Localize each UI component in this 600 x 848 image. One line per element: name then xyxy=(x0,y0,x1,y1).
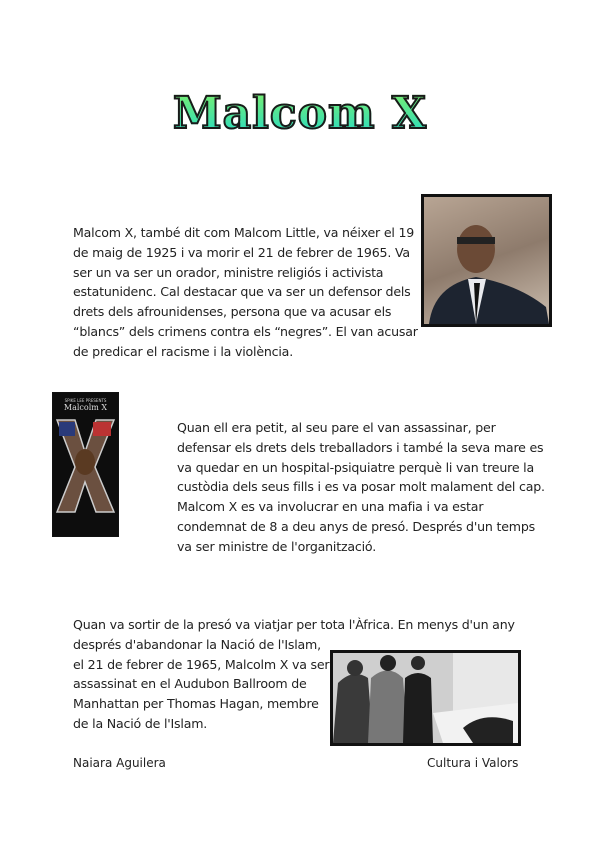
text-line: de la Nació de l'Islam. xyxy=(73,715,208,731)
text-line: Quan va sortir de la presó va viatjar per tota l'Àfrica. En menys d'un any xyxy=(73,617,515,632)
text-line: “blancs” dels crimens contra els “negres”. El van acusar xyxy=(73,323,418,339)
text-line: drets dels afrounidenses, persona que va acusar els xyxy=(73,304,392,320)
text-line: condemnat de 8 a deu anys de presó. Després d'un temps xyxy=(177,518,535,534)
portrait-figure xyxy=(424,197,549,324)
author-name: Naiara Aguilera xyxy=(73,756,166,770)
text-line: el 21 de febrer de 1965, Malcolm X va ser xyxy=(73,656,330,672)
movie-poster xyxy=(52,392,119,537)
page-title: Malcom X xyxy=(0,88,600,139)
subject-name: Cultura i Valors xyxy=(427,756,519,770)
funeral-scene xyxy=(333,653,518,743)
funeral-photo xyxy=(330,650,521,746)
text-line: va quedar en un hospital-psiquiatre perquè li van treure la xyxy=(177,459,534,475)
text-line: de predicar el racisme i la violència. xyxy=(73,343,294,359)
text-line: estatunidenc. Cal destacar que va ser un defensor dels xyxy=(73,284,411,300)
portrait-photo xyxy=(421,194,552,327)
text-line: defensar els drets dels treballadors i també la seva mare es xyxy=(177,439,544,455)
paragraph-biography xyxy=(73,223,418,362)
text-line: després d'abandonar la Nació de l'Islam, xyxy=(73,636,321,652)
poster-header: SPIKE LEE PRESENTS xyxy=(64,398,107,403)
text-line: custòdia dels seus fills i es va posar molt malament del cap. xyxy=(177,479,545,495)
text-line: Quan ell era petit, al seu pare el van assassinar, per xyxy=(177,420,496,435)
paragraph-childhood xyxy=(177,418,545,557)
text-line: assassinat en el Audubon Ballroom de xyxy=(73,676,307,692)
text-line: de maig de 1925 i va morir el 21 de febrer de 1965. Va xyxy=(73,244,410,260)
text-line: Malcom X es va involucrar en una mafia i va estar xyxy=(177,499,484,515)
poster-title: Malcolm X xyxy=(63,403,108,412)
text-line: Malcom X, també dit com Malcom Little, va néixer el 19 xyxy=(73,225,415,240)
poster-x-graphic xyxy=(53,412,118,522)
text-line: va ser ministre de l'organització. xyxy=(177,538,376,554)
text-line: Manhattan per Thomas Hagan, membre xyxy=(73,696,319,712)
text-line: ser un va ser un orador, ministre religiós i activista xyxy=(73,264,384,280)
